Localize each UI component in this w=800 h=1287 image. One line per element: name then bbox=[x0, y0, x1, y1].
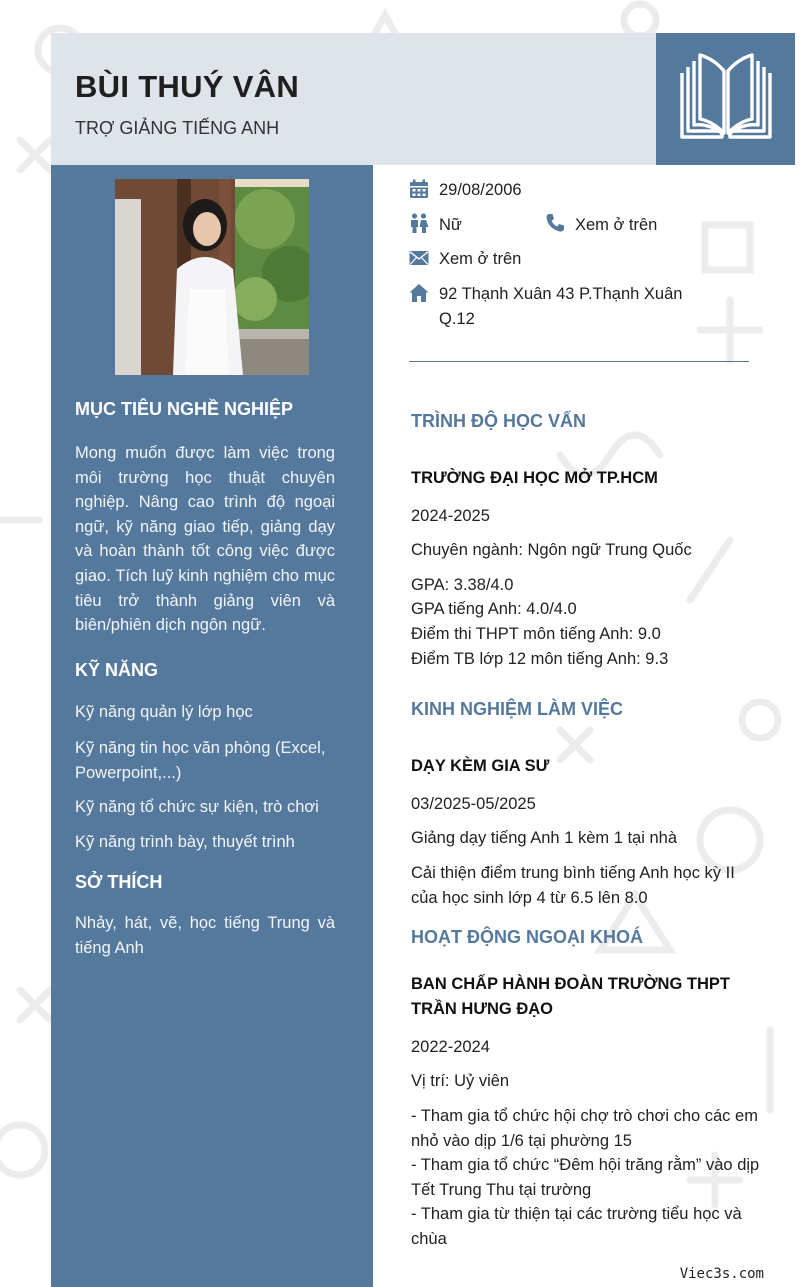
mail-icon bbox=[409, 248, 429, 268]
hobbies-heading: SỞ THÍCH bbox=[75, 872, 163, 892]
education-period: 2024-2025 bbox=[411, 507, 490, 525]
objective-text: Mong muốn được làm việc trong môi trường học thuật chuyên nghiệp. Nâng cao trình độ ngoại ngữ, kỹ năng giao tiếp, giảng dạy và hoàn thành tốt công việc được giao. Tích luỹ kinh nghiệm cho mục tiêu trở thành giảng viên và biên/phiên dịch ngôn ngữ. bbox=[75, 444, 335, 635]
activity-bullet: - Tham gia từ thiện tại các trường tiểu học và chùa bbox=[411, 1205, 742, 1248]
skill-item: Kỹ năng tin học văn phòng (Excel, Powerpoint,...) bbox=[75, 739, 326, 782]
sidebar bbox=[51, 165, 373, 1287]
header-banner bbox=[51, 33, 656, 165]
experience-title: DẠY KÈM GIA SƯ bbox=[411, 757, 550, 775]
email: Xem ở trên bbox=[439, 250, 522, 268]
education-detail: GPA tiếng Anh: 4.0/4.0 bbox=[411, 600, 577, 618]
address-line-1: 92 Thạnh Xuân 43 P.Thạnh Xuân bbox=[439, 285, 683, 303]
education-major: Chuyên ngành: Ngôn ngữ Trung Quốc bbox=[411, 541, 692, 559]
activity-period: 2022-2024 bbox=[411, 1038, 490, 1056]
main-content bbox=[373, 165, 800, 1287]
address bbox=[439, 282, 739, 332]
activity-bullet: - Tham gia tổ chức hội chợ trò chơi cho các em nhỏ vào dịp 1/6 tại phường 15 bbox=[411, 1107, 758, 1150]
activity-position: Vị trí: Uỷ viên bbox=[411, 1072, 510, 1090]
experience-desc: Cải thiện điểm trung bình tiếng Anh học kỳ II của học sinh lớp 4 từ 6.5 lên 8.0 bbox=[411, 864, 735, 907]
home-icon bbox=[409, 283, 429, 303]
education-detail: Điểm thi THPT môn tiếng Anh: 9.0 bbox=[411, 625, 661, 643]
activity-bullet: - Tham gia tổ chức “Đêm hội trăng rằm” vào dịp Tết Trung Thu tại trường bbox=[411, 1156, 760, 1199]
phone: Xem ở trên bbox=[575, 216, 658, 234]
address-line-2: Q.12 bbox=[439, 310, 475, 328]
calendar-icon bbox=[409, 179, 429, 199]
school-name: TRƯỜNG ĐẠI HỌC MỞ TP.HCM bbox=[411, 469, 658, 487]
logo-panel bbox=[656, 33, 795, 165]
job-title: TRỢ GIẢNG TIẾNG ANH bbox=[75, 118, 280, 138]
phone-icon bbox=[545, 213, 565, 233]
experience-heading: KINH NGHIỆM LÀM VIỆC bbox=[411, 699, 624, 719]
education-heading: TRÌNH ĐỘ HỌC VẤN bbox=[411, 411, 586, 431]
experience-desc: Giảng dạy tiếng Anh 1 kèm 1 tại nhà bbox=[411, 829, 678, 847]
candidate-name: BÙI THUÝ VÂN bbox=[75, 69, 300, 104]
site-watermark: Viec3s.com bbox=[679, 1266, 764, 1282]
activities-heading: HOẠT ĐỘNG NGOẠI KHOÁ bbox=[411, 927, 643, 947]
open-book-icon bbox=[678, 51, 774, 143]
skill-item: Kỹ năng quản lý lớp học bbox=[75, 703, 253, 721]
skills-heading: KỸ NĂNG bbox=[75, 660, 159, 680]
skill-item: Kỹ năng tổ chức sự kiện, trò chơi bbox=[75, 798, 319, 816]
birthday: 29/08/2006 bbox=[439, 181, 522, 199]
education-detail: GPA: 3.38/4.0 bbox=[411, 576, 514, 594]
gender: Nữ bbox=[439, 216, 462, 234]
experience-period: 03/2025-05/2025 bbox=[411, 795, 536, 813]
skill-item: Kỹ năng trình bày, thuyết trình bbox=[75, 833, 295, 851]
hobbies-text: Nhảy, hát, vẽ, học tiếng Trung và tiếng Anh bbox=[75, 914, 335, 957]
activity-org: BAN CHẤP HÀNH ĐOÀN TRƯỜNG THPT TRẦN HƯNG ĐẠO bbox=[411, 975, 730, 1018]
objective-heading: MỤC TIÊU NGHỀ NGHIỆP bbox=[75, 399, 294, 419]
section-divider bbox=[409, 361, 749, 362]
education-detail: Điểm TB lớp 12 môn tiếng Anh: 9.3 bbox=[411, 650, 669, 668]
profile-photo bbox=[115, 179, 309, 375]
gender-icon bbox=[409, 213, 429, 233]
